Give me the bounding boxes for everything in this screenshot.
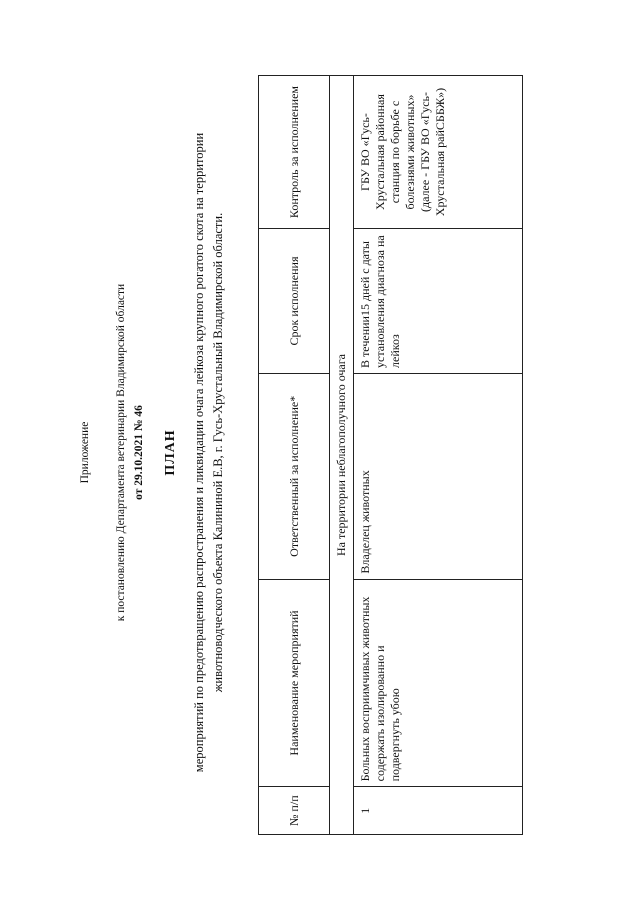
table-row	[354, 76, 523, 835]
header-control: Контроль за исполнением	[259, 76, 330, 229]
table-header-row	[259, 76, 330, 835]
appendix-title: Приложение	[79, 421, 91, 484]
header-term: Срок исполнения	[259, 229, 330, 374]
header-responsible: Ответственный за исполнение*	[259, 373, 330, 579]
plan-table	[258, 75, 523, 835]
appendix-decree: к постановлению Департамента ветеринарии Владимирской области	[115, 283, 127, 622]
header-name: Наименование мероприятий	[259, 579, 330, 787]
cell-control: ГБУ ВО «Гусь-Хрустальная районная станция по борьбе с болезнями животных» (далее - ГБУ ВО «Гусь-Хрустальная райСББЖ»)	[354, 76, 523, 229]
header-num: № п/п	[259, 787, 330, 835]
cell-name: Больных восприимчивых животных содержать изолированно и подвергнуть убою	[354, 579, 523, 787]
plan-subtitle-line2: животноводческого объекта Калининой Е.В, г. Гусь-Хрустальный Владимирской области.	[211, 212, 225, 693]
plan-subtitle-line1: мероприятий по предотвращению распространения и ликвидации очага лейкоза крупного рогатого скота на территории	[192, 132, 206, 773]
plan-title: ПЛАН	[163, 429, 178, 476]
cell-responsible: Владелец животных	[354, 373, 523, 579]
cell-term: В течении15 дней с даты установления диагноза на лейкоз	[354, 229, 523, 374]
cell-num: 1	[354, 787, 523, 835]
section-title: На территории неблагополучного очага	[330, 76, 354, 835]
appendix-date: от 29.10.2021 № 46	[133, 405, 145, 500]
table-section-row	[330, 76, 354, 835]
